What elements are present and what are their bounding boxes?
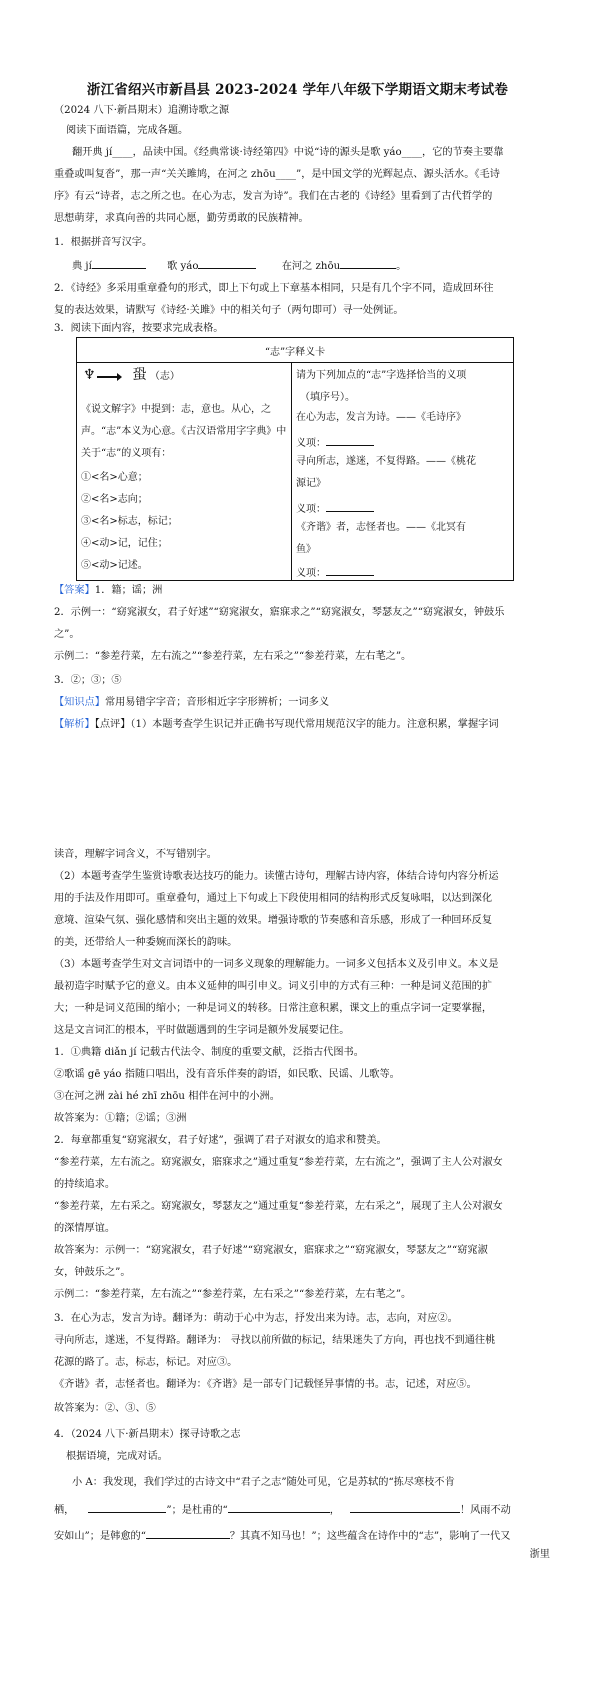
- analysis-line: 2．每章都重复“窈窕淑女，君子好逑”，强调了君子对淑女的追求和赞美。: [54, 1135, 387, 1146]
- pinyin-3: 在河之 zhōu: [281, 261, 341, 272]
- knowledge-line: 【知识点】常用易错字字音；音形相近字字形辨析；一词多义: [54, 697, 330, 708]
- sense-answer: 义项：: [296, 435, 374, 450]
- card-text: 《齐谐》者，志怪者也。——《北冥有: [296, 522, 466, 533]
- sense-item: ⑤<动>记述。: [81, 560, 148, 571]
- analysis-line: 【解析】【点评】（1）本题考查学生识记并正确书写现代常用规范汉字的能力。注意积累，掌握字词: [54, 719, 499, 730]
- card-text: 鱼》: [296, 544, 316, 555]
- analysis-line: “参差荇菜，左右采之。窈窕淑女，琴瑟友之”通过重复“参差荇菜，左右采之”，展现了主人公对淑女: [54, 1201, 503, 1212]
- pinyin-2: 歌 yáo: [167, 261, 199, 272]
- answer-line: 2．示例一：“窈窕淑女，君子好逑”“窈窕淑女，寤寐求之”“窈窕淑女，琴瑟友之”“窈窕淑女，钟鼓乐: [54, 607, 505, 618]
- analysis-line: 用的手法及作用即可。重章叠句，通过上下句或上下段使用相同的结构形式反复咏唱，以达到深化: [54, 893, 493, 904]
- analysis-line: 的持续追求。: [54, 1179, 116, 1190]
- modern-glyph-icon: 蛩: [132, 367, 147, 383]
- sense-item: ②<名>志向；: [81, 494, 148, 505]
- seal-script-icon: ♆: [83, 367, 96, 383]
- instruction: 阅读下面语篇，完成各题。: [66, 125, 189, 136]
- question-3: 3．阅读下面内容，按要求完成表格。: [54, 323, 224, 334]
- glyph-caption: （志）: [149, 371, 180, 382]
- analysis-line: 3．在心为志，发言为诗。翻译为：萌动于心中为志，抒发出来为诗。志，志向，对应②。: [54, 1313, 458, 1324]
- passage-line: 翻开典 jí____，品读中国。《经典常谈·诗经第四》中说“诗的源头是歌 yáo____，它的节奏主要靠: [72, 147, 504, 158]
- passage-line: 思想萌芽，求真向善的共同心愿，勤劳勇敢的民族精神。: [54, 213, 309, 224]
- question-2: 2．《诗经》多采用重章叠句的形式，即上下句或上下章基本相同，只是有几个字不同，造成回环往: [54, 283, 494, 294]
- card-text: 关于“志”的义项有：: [81, 448, 172, 459]
- question-1: 1．根据拼音写汉字。: [54, 237, 153, 248]
- answer-blank[interactable]: [228, 1502, 330, 1513]
- card-title: “志”字释义卡: [77, 338, 514, 363]
- card-text: 《说文解字》中提到：志，意也。从心，之: [81, 404, 271, 415]
- analysis-line: 最初造字时赋予它的意义。由本义延伸的叫引申义。词义引申的方式有三种：一种是词义范围的扩: [54, 981, 493, 992]
- analysis-line: 故答案为：①籍；②谣；③洲: [54, 1113, 187, 1124]
- analysis-line: 读音，理解字词含义，不写错别字。: [54, 849, 217, 860]
- analysis-line: 1．①典籍 diǎn jí 记载古代法令、制度的重要文献，泛指古代图书。: [54, 1047, 364, 1058]
- footer-watermark: 浙里: [529, 1549, 550, 1560]
- analysis-line: 示例二：“参差荇菜，左右流之”“参差荇菜，左右采之”“参差荇菜，左右芼之”。: [54, 1289, 412, 1300]
- analysis-line: （2）本题考查学生鉴赏诗歌表达技巧的能力。读懂古诗句，理解古诗内容，体结合诗句内容分析运: [54, 871, 499, 882]
- analysis-line: ②歌谣 gē yáo 指随口唱出，没有音乐伴奏的韵语，如民歌、民谣、儿歌等。: [54, 1069, 400, 1080]
- answer-blank[interactable]: [146, 1528, 230, 1539]
- answer-blank[interactable]: [326, 565, 374, 576]
- analysis-line: 这是文言词汇的根本，平时做题遇到的生字词是额外发展要记住。: [54, 1025, 350, 1036]
- answer-blank[interactable]: [350, 1502, 460, 1513]
- comment-tag: 【点评】: [94, 719, 131, 730]
- question-header: （2024 八下·新昌期末）追溯诗歌之源: [54, 105, 230, 116]
- analysis-line: （3）本题考查学生对文言词语中的一词多义现象的理解能力。一词多义包括本义及引申义。本义是: [54, 959, 499, 970]
- analysis-tag: 【解析】: [54, 719, 95, 730]
- card-text: 声。“志”本义为心意。《古汉语常用字字典》中: [81, 426, 287, 437]
- passage-line: 序》有云“诗者，志之所之也。在心为志，发言为诗”。我们在古老的《诗经》里看到了古代哲学的: [54, 191, 493, 202]
- sense-answer: 义项：: [296, 565, 374, 580]
- dialogue-line: 安如山”；是韩愈的“ ？其真不知马也！”；这些蕴含在诗作中的“志”，影响了一代又: [54, 1528, 544, 1544]
- answer-blank[interactable]: [92, 258, 146, 269]
- answer-line: 【答案】1．籍；谣；洲: [54, 585, 163, 596]
- definition-card: [76, 337, 514, 581]
- knowledge-tag: 【知识点】: [54, 697, 105, 708]
- pinyin-row: [72, 258, 562, 274]
- analysis-line: 寻向所志，遂迷，不复得路。翻译为： 寻找以前所做的标记，结果迷失了方向，再也找不到通往桃: [54, 1335, 496, 1346]
- answer-blank[interactable]: [326, 501, 374, 512]
- card-text: 源记》: [296, 478, 326, 489]
- answer-blank[interactable]: [88, 1502, 166, 1513]
- question-4-instruction: 根据语境，完成对话。: [66, 1451, 168, 1462]
- card-text: 寻向所志，遂迷，不复得路。——《桃花: [296, 456, 476, 467]
- card-right: [292, 363, 513, 580]
- analysis-line: 的深情厚谊。: [54, 1223, 116, 1234]
- card-text: 请为下列加点的“志”字选择恰当的义项: [296, 370, 467, 381]
- question-4-header: 4．（2024 八下·新昌期末）探寻诗歌之志: [54, 1429, 241, 1440]
- answer-line: 示例二：“参差荇菜，左右流之”“参差荇菜，左右采之”“参差荇菜，左右芼之”。: [54, 651, 412, 662]
- answer-blank[interactable]: [198, 258, 256, 269]
- analysis-line: 花源的路了。志，标志，标记。对应③。: [54, 1357, 238, 1368]
- answer-blank[interactable]: [326, 435, 374, 446]
- analysis-line: 大；一种是词义范围的缩小；一种是词义的转移。日常注意积累，课文上的重点字词一定要掌握，: [54, 1003, 493, 1014]
- question-2-cont: 复的表达效果，请默写《诗经·关雎》中的相关句子（两句即可）寻一处例证。: [54, 305, 404, 316]
- answer-tag: 【答案】: [54, 585, 95, 596]
- dialogue-line: 栖， ”；是杜甫的“ ， ！风雨不动: [54, 1502, 544, 1518]
- dialogue-line: 小 A：我发现，我们学过的古诗文中“君子之志”随处可见，它是苏轼的“拣尽寒枝不肯: [72, 1477, 455, 1488]
- sense-item: ④<动>记，记住；: [81, 538, 168, 549]
- analysis-line: 的美，还带给人一种委婉而深长的韵味。: [54, 937, 238, 948]
- arrow-icon: [97, 376, 119, 378]
- analysis-line: 女，钟鼓乐之”。: [54, 1267, 131, 1278]
- answer-line: 之”。: [54, 629, 80, 640]
- sense-item: ③<名>标志，标记；: [81, 516, 178, 527]
- analysis-line: 故答案为：②、③、⑤: [54, 1403, 156, 1414]
- card-text: 在心为志，发言为诗。——《毛诗序》: [296, 412, 466, 423]
- sense-item: ①<名>心意；: [81, 472, 148, 483]
- analysis-line: 意境、渲染气氛、强化感情和突出主题的效果。增强诗歌的节奏感和音乐感，形成了一种回环反复: [54, 915, 493, 926]
- page-title: 浙江省绍兴市新昌县 2023-2024 学年八年级下学期语文期末考试卷: [86, 82, 509, 98]
- analysis-line: “参差荇菜，左右流之。窈窕淑女，寤寐求之”通过重复“参差荇菜，左右流之”，强调了主人公对淑女: [54, 1157, 503, 1168]
- card-left: [77, 363, 291, 580]
- ancient-glyph-figure: [83, 369, 180, 384]
- analysis-line: ③在河之洲 zài hé zhī zhōu 相伴在河中的小洲。: [54, 1091, 280, 1102]
- analysis-line: 《齐谐》者，志怪者也。翻译为：《齐谐》是一部专门记载怪异事情的书。志，记述，对应⑤。: [54, 1379, 477, 1390]
- pinyin-1: 典 jí: [72, 261, 92, 272]
- analysis-line: 故答案为：示例一：“窈窕淑女，君子好逑”“窈窕淑女，寤寐求之”“窈窕淑女，琴瑟友之”“窈窕淑: [54, 1245, 488, 1256]
- sense-answer: 义项：: [296, 501, 374, 516]
- passage-line: 重叠或叫复沓”，那一声“关关雎鸠，在河之 zhōu____”，是中国文学的光辉起点、源头活水。《毛诗: [54, 169, 500, 180]
- period: 。: [396, 261, 407, 272]
- card-text: （填序号）。: [300, 392, 355, 403]
- answer-blank[interactable]: [340, 258, 396, 269]
- answer-line: 3．②；③；⑤: [54, 675, 122, 686]
